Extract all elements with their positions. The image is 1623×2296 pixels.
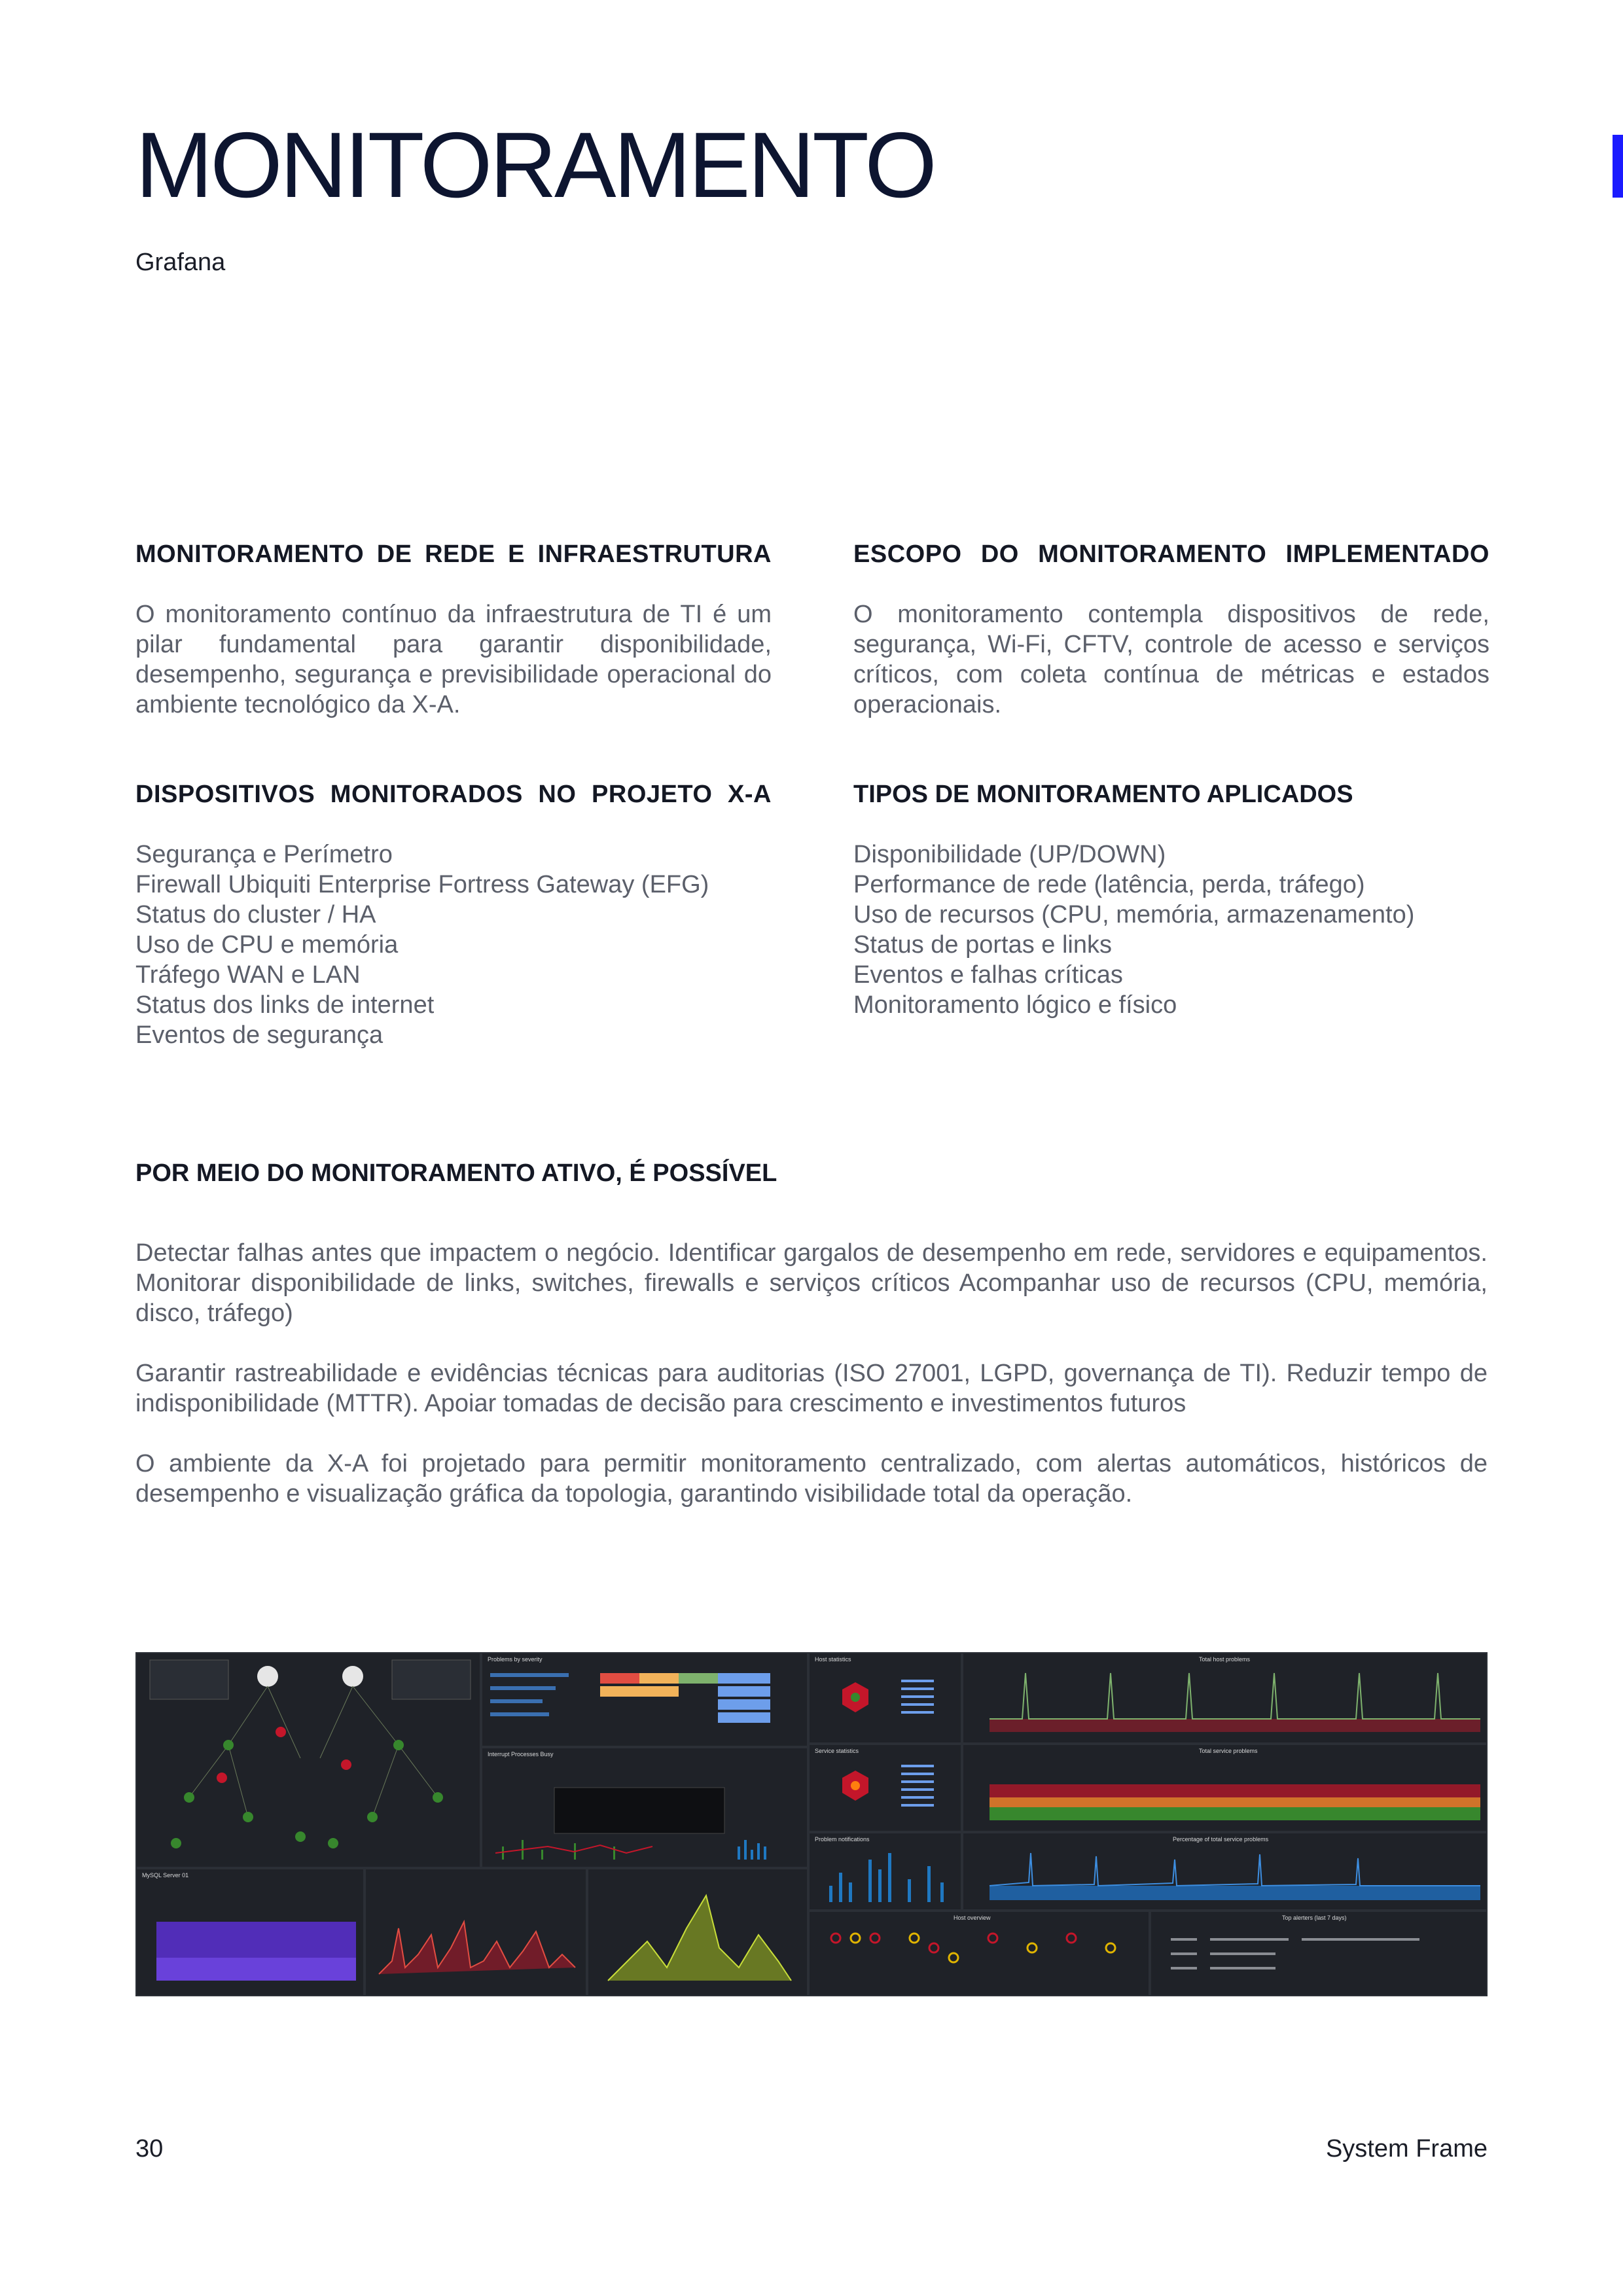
grafana-dashboard-screenshot xyxy=(135,1652,1488,1996)
panel-title: Host statistics xyxy=(815,1656,851,1663)
mysql-panel xyxy=(135,1868,365,1996)
paragraph: O ambiente da X-A foi projetado para permitir monitoramento centralizado, com alertas automáticos, históricos de desempenho e visualização gráfica da topologia, garantindo visibilidade total da operação. xyxy=(135,1449,1488,1508)
paragraph: Detectar falhas antes que impactem o negócio. Identificar gargalos de desempenho em rede, servidores e equipamentos. Monitorar disponibilidade de links, switches, firewalls e serviços críticos Acompanhar uso de recursos (CPU, memória, disco, tráfego) xyxy=(135,1239,1488,1327)
list-item: Segurança e Perímetro xyxy=(135,840,393,868)
total-host-problems-panel xyxy=(962,1652,1488,1744)
list-item: Tráfego WAN e LAN xyxy=(135,961,361,989)
percentage-panel xyxy=(962,1832,1488,1911)
host-overview-panel xyxy=(808,1911,1150,1996)
interrupt-panel xyxy=(481,1747,808,1868)
topology-map xyxy=(137,1653,482,1869)
total-service-problems-panel xyxy=(962,1744,1488,1832)
panel-title: MySQL Server 01 xyxy=(142,1872,189,1879)
section-heading: TIPOS DE MONITORAMENTO APLICADOS xyxy=(853,781,1353,808)
section-heading: ESCOPO DO MONITORAMENTO IMPLEMENTADO xyxy=(853,540,1489,568)
monitoring-types-list xyxy=(853,839,1489,1020)
top-alerters-panel xyxy=(1150,1911,1488,1996)
device-list xyxy=(135,839,772,1050)
section-escopo xyxy=(853,540,1489,720)
footer-brand: System Frame xyxy=(1325,2135,1488,2163)
section-body: O monitoramento contempla dispositivos de rede, segurança, Wi-Fi, CFTV, controle de acesso e serviços críticos, com coleta contínua de métricas e estados operacionais. xyxy=(853,600,1489,718)
service-stats-panel xyxy=(808,1744,962,1832)
list-item: Monitoramento lógico e físico xyxy=(853,991,1177,1019)
list-item: Firewall Ubiquiti Enterprise Fortress Gateway (EFG) xyxy=(135,870,709,898)
topology-map-panel xyxy=(135,1652,481,1868)
section-heading: DISPOSITIVOS MONITORADOS NO PROJETO X-A xyxy=(135,781,772,808)
panel-title: Top alerters (last 7 days) xyxy=(1282,1915,1347,1921)
list-item: Uso de recursos (CPU, memória, armazenamento) xyxy=(853,900,1415,928)
page-subtitle: Grafana xyxy=(135,249,226,276)
list-item: Status do cluster / HA xyxy=(135,900,376,928)
list-item: Disponibilidade (UP/DOWN) xyxy=(853,840,1166,868)
list-item: Status dos links de internet xyxy=(135,991,435,1019)
section-tipos xyxy=(853,781,1489,1020)
list-item: Eventos e falhas críticas xyxy=(853,961,1123,989)
page-number: 30 xyxy=(135,2135,164,2163)
list-item: Uso de CPU e memória xyxy=(135,930,399,959)
section-heading: POR MEIO DO MONITORAMENTO ATIVO, É POSSÍVEL xyxy=(135,1159,777,1187)
panel-title: Interrupt Processes Busy xyxy=(488,1751,554,1757)
panel-title: Total host problems xyxy=(1199,1656,1251,1663)
section-dispositivos xyxy=(135,781,772,1050)
section-rede xyxy=(135,540,772,720)
section-possivel xyxy=(135,1159,1488,1539)
olive-traffic-panel xyxy=(587,1868,808,1996)
panel-title: Total service problems xyxy=(1199,1748,1258,1754)
notifications-panel xyxy=(808,1832,962,1911)
panel-title: Problem notifications xyxy=(815,1836,870,1843)
panel-title: Problems by severity xyxy=(488,1656,543,1663)
red-traffic-panel xyxy=(365,1868,587,1996)
accent-bar xyxy=(1613,135,1623,198)
panel-title: Percentage of total service problems xyxy=(1173,1836,1269,1843)
host-stats-panel xyxy=(808,1652,962,1744)
list-item: Status de portas e links xyxy=(853,930,1112,959)
section-body: O monitoramento contínuo da infraestrutura de TI é um pilar fundamental para garantir disponibilidade, desempenho, segurança e previsibilidade operacional do ambiente tecnológico da X-A. xyxy=(135,600,772,718)
panel-title: Host overview xyxy=(954,1915,991,1921)
section-heading: MONITORAMENTO DE REDE E INFRAESTRUTURA xyxy=(135,540,772,568)
page-title: MONITORAMENTO xyxy=(135,113,935,217)
severity-panel xyxy=(481,1652,808,1747)
paragraph: Garantir rastreabilidade e evidências técnicas para auditorias (ISO 27001, LGPD, governança de TI). Reduzir tempo de indisponibilidade (MTTR). Apoiar tomadas de decisão para crescimento e investimentos futuros xyxy=(135,1359,1488,1417)
panel-title: Service statistics xyxy=(815,1748,859,1754)
list-item: Eventos de segurança xyxy=(135,1021,383,1049)
list-item: Performance de rede (latência, perda, tráfego) xyxy=(853,870,1365,898)
